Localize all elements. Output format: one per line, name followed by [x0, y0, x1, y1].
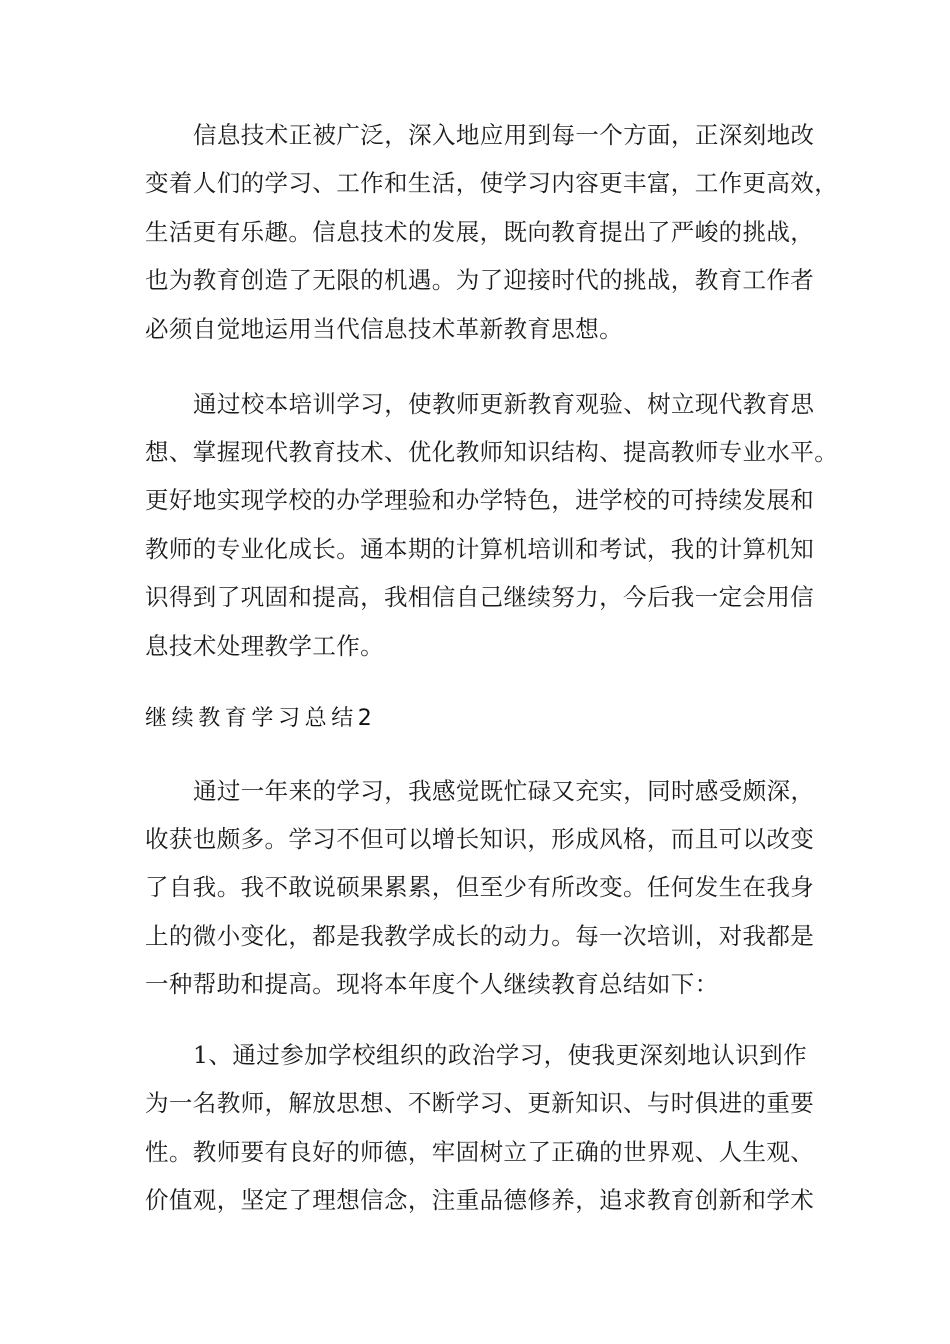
- paragraph-line: 更好地实现学校的办学理验和办学特色，进学校的可持续发展和: [145, 486, 815, 514]
- paragraph-line: 收获也颇多。学习不但可以增长知识，形成风格，而且可以改变: [145, 825, 815, 853]
- paragraph-line: 信息技术正被广泛，深入地应用到每一个方面，正深刻地改: [193, 121, 815, 149]
- paragraph-line: 息技术处理教学工作。: [145, 632, 384, 660]
- paragraph-line: 性。教师要有良好的师德，牢固树立了正确的世界观、人生观、: [145, 1138, 815, 1166]
- paragraph-line: 通过校本培训学习，使教师更新教育观验、树立现代教育思: [193, 390, 815, 418]
- paragraph-line: 价值观，坚定了理想信念，注重品德修养，追求教育创新和学术: [145, 1186, 815, 1214]
- paragraph-line: 了自我。我不敢说硕果累累，但至少有所改变。任何发生在我身: [145, 873, 815, 901]
- paragraph-line: 必须自觉地运用当代信息技术革新教育思想。: [145, 315, 623, 343]
- paragraph-line: 为一名教师，解放思想、不断学习、更新知识、与时俱进的重要: [145, 1089, 815, 1117]
- paragraph-line: 想、掌握现代教育技术、优化教师知识结构、提高教师专业水平。: [145, 438, 839, 466]
- paragraph-line: 生活更有乐趣。信息技术的发展，既向教育提出了严峻的挑战，: [145, 218, 815, 246]
- paragraph-line: 变着人们的学习、工作和生活，使学习内容更丰富，工作更高效，: [145, 169, 839, 197]
- paragraph-line: 识得到了巩固和提高，我相信自己继续努力，今后我一定会用信: [145, 583, 815, 611]
- paragraph-line: 通过一年来的学习，我感觉既忙碌又充实，同时感受颇深，: [193, 777, 815, 805]
- paragraph-line: 上的微小变化，都是我教学成长的动力。每一次培训，对我都是: [145, 922, 815, 950]
- paragraph-line: 一种帮助和提高。现将本年度个人继续教育总结如下：: [145, 970, 719, 998]
- paragraph-line: 1、通过参加学校组织的政治学习，使我更深刻地认识到作: [193, 1041, 807, 1069]
- paragraph-line: 教师的专业化成长。通本期的计算机培训和考试，我的计算机知: [145, 535, 815, 563]
- section-heading: 继续教育学习总结2: [145, 706, 377, 731]
- paragraph-line: 也为教育创造了无限的机遇。为了迎接时代的挑战，教育工作者: [145, 266, 815, 294]
